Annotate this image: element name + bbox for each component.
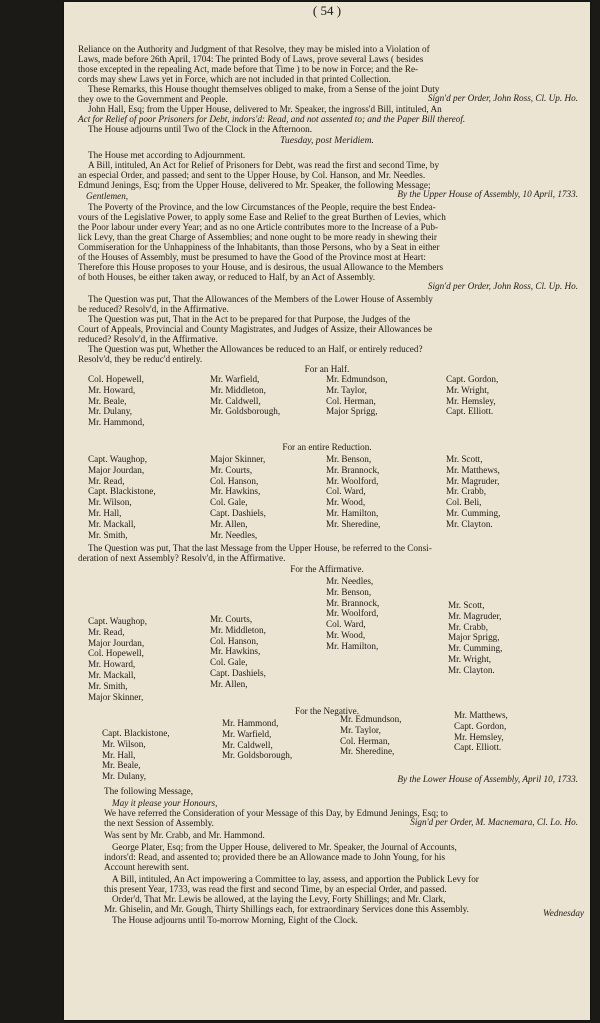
- member-name: Mr. Wright,: [448, 653, 492, 664]
- member-name: Mr. Warfield,: [210, 374, 260, 384]
- text-line: the Poor labour under every Year; and as no one Article contributes more to the Increase of a Pub-: [78, 222, 438, 232]
- member-name: Mr. Benson,: [326, 586, 372, 597]
- text-line: this present Year, 1733, was read the first and second Time, by an especial Order, and passed.: [104, 884, 447, 894]
- member-name: Mr. Scott,: [446, 454, 483, 464]
- text-line: Resolv'd, they be reduc'd entirely.: [78, 354, 203, 364]
- text-line: Commiseration for the Unhappiness of the Inhabitants, than those Persons, who by a Seat in either: [78, 242, 440, 252]
- text-line: The Poverty of the Province, and the low Circumstances of the People, require the best Endea-: [88, 202, 436, 212]
- member-name: Col. Herman,: [340, 735, 390, 746]
- text-line: Therefore this House proposes to your House, and is desirous, the usual Allowance to the Members: [78, 262, 444, 272]
- text-line: Reliance on the Authority and Judgment of that Resolve, they may be misled into a Violation of: [78, 44, 430, 54]
- member-name: Capt. Waughop,: [88, 616, 148, 626]
- text-line: they owe to the Government and People.: [78, 94, 228, 104]
- page-text: [64, 2, 590, 1020]
- member-name: Mr. Hemsley,: [454, 731, 504, 742]
- member-name: Mr. Smith,: [88, 529, 128, 540]
- vote-column: [210, 374, 328, 417]
- member-name: Mr. Crabb,: [448, 621, 489, 632]
- member-name: Mr. Edmundson,: [340, 714, 402, 724]
- vote-column: [210, 614, 328, 690]
- dateline: By the Upper House of Assembly, 10 April, 1733.: [397, 189, 578, 199]
- text-line: be reduced? Resolv'd, in the Affirmative.: [78, 304, 229, 314]
- text-line: Court of Appeals, Provincial and County Magistrates, and Judges of Assize, their Allowances be: [78, 324, 433, 334]
- vote-heading: For the Negative.: [294, 706, 360, 716]
- member-name: Mr. Read,: [88, 475, 125, 486]
- member-name: Mr. Beale,: [102, 760, 141, 771]
- member-name: Mr. Hawkins,: [210, 646, 261, 657]
- salutation: May it please your Honours,: [112, 798, 218, 808]
- member-name: Mr. Allen,: [210, 678, 248, 689]
- member-name: Mr. Hammond,: [222, 718, 279, 728]
- text-line: The Question was put, Whether the Allowances be reduced to an Half, or entirely reduced?: [88, 344, 423, 354]
- text-line: those excepted in the repealing Act, made before that Time ) to be now in Force; and the Re-: [78, 64, 419, 74]
- member-name: Mr. Hamilton,: [326, 507, 379, 518]
- text-line: John Hall, Esq; from the Upper House, delivered to Mr. Speaker, the ingross'd Bill, intituled, An: [88, 104, 442, 114]
- member-name: Mr. Hall,: [102, 749, 136, 760]
- member-name: Capt. Blackistone,: [88, 486, 156, 497]
- vote-column: [326, 576, 444, 652]
- text-line: deration of next Assembly? Resolv'd, in the Affirmative.: [78, 553, 286, 563]
- member-name: Mr. Goldsborough,: [210, 406, 281, 417]
- member-name: Mr. Hammond,: [88, 417, 145, 428]
- member-name: Major Jourdan,: [88, 637, 145, 648]
- text-line: of the Houses of Assembly, must be presumed to have the Good of the Province most at Heart:: [78, 252, 426, 262]
- vote-column: [88, 374, 206, 428]
- member-name: Capt. Elliott.: [446, 406, 494, 417]
- catchword: Wednesday: [543, 908, 584, 918]
- vote-column: [326, 374, 444, 417]
- text-line: indors'd: Read, and assented to; provided there be an Allowance made to John Young, for his: [104, 852, 446, 862]
- member-name: Mr. Caldwell,: [210, 395, 261, 406]
- member-name: Col. Gale,: [210, 657, 248, 668]
- member-name: Mr. Needles,: [326, 576, 374, 586]
- salutation: Gentlemen,: [86, 191, 129, 201]
- text-line: We have referred the Consideration of your Message of this Day, by Edmund Jenings, Esq; to: [104, 808, 448, 818]
- member-name: Mr. Caldwell,: [222, 739, 273, 750]
- member-name: Mr. Hemsley,: [446, 395, 496, 406]
- member-name: Mr. Woolford,: [326, 475, 379, 486]
- vote-column: [454, 710, 572, 753]
- member-name: Major Sprigg,: [326, 406, 378, 417]
- vote-column: [446, 454, 564, 530]
- text-line: cords may shew Laws yet in Force, which are not included in that printed Collection.: [78, 74, 391, 84]
- member-name: Col. Ward,: [326, 619, 366, 630]
- member-name: Capt. Waughop,: [88, 454, 148, 464]
- member-name: Col. Hanson,: [210, 635, 259, 646]
- signature-line: Sign'd per Order, John Ross, Cl. Up. Ho.: [427, 281, 578, 291]
- vote-heading: For an Half.: [304, 364, 350, 374]
- member-name: Mr. Magruder,: [448, 610, 502, 621]
- vote-column: [210, 454, 328, 540]
- member-name: Mr. Crabb,: [446, 486, 487, 497]
- text-line: of both Houses, be either taken away, or reduced to Half, by an Act of Assembly.: [78, 272, 376, 282]
- text-line: The House adjourns until Two of the Clock in the Afternoon.: [88, 124, 312, 134]
- text-line: Was sent by Mr. Crabb, and Mr. Hammond.: [104, 830, 265, 840]
- member-name: Major Jourdan,: [88, 464, 145, 475]
- member-name: Mr. Warfield,: [222, 728, 272, 739]
- member-name: Mr. Goldsborough,: [222, 750, 293, 761]
- vote-column: [340, 714, 458, 757]
- member-name: Mr. Smith,: [88, 680, 128, 691]
- member-name: Mr. Wright,: [446, 384, 490, 395]
- text-line: the next Session of Assembly.: [104, 818, 214, 828]
- member-name: Mr. Scott,: [448, 600, 485, 610]
- member-name: Mr. Mackall,: [88, 518, 136, 529]
- member-name: Mr. Hamilton,: [326, 640, 379, 651]
- text-line: George Plater, Esq; from the Upper House, delivered to Mr. Speaker, the Journal of Accounts,: [112, 842, 457, 852]
- vote-column: [446, 374, 564, 417]
- member-name: Mr. Beale,: [88, 395, 127, 406]
- text-line: The following Message,: [104, 786, 194, 796]
- member-name: Mr. Cumming,: [448, 643, 503, 654]
- member-name: Major Skinner,: [210, 454, 266, 464]
- vote-column: [102, 728, 220, 782]
- member-name: Mr. Brannock,: [326, 597, 380, 608]
- signature-line: Sign'd per Order, M. Macnemara, Cl. Lo. Ho.: [410, 817, 578, 827]
- member-name: Mr. Wilson,: [88, 497, 132, 508]
- member-name: Mr. Sheredine,: [326, 518, 381, 529]
- member-name: Mr. Courts,: [210, 614, 253, 624]
- member-name: Capt. Blackistone,: [102, 728, 170, 738]
- member-name: Mr. Middleton,: [210, 384, 266, 395]
- text-line: The House met according to Adjournment.: [88, 150, 246, 160]
- text-line: Order'd, That Mr. Lewis be allowed, at the laying the Levy, Forty Shillings; and Mr. Clark,: [112, 894, 446, 904]
- vote-column: [88, 616, 206, 702]
- text-line: reduced? Resolv'd, in the Affirmative.: [78, 334, 218, 344]
- vote-column: [222, 718, 340, 761]
- member-name: Mr. Brannock,: [326, 464, 380, 475]
- journal-page: [64, 2, 590, 1020]
- member-name: Capt. Gordon,: [446, 374, 499, 384]
- member-name: Mr. Dulany,: [102, 771, 147, 782]
- text-line: Mr. Ghiselin, and Mr. Gough, Thirty Shillings each, for extraordinary Services done this Assembly.: [104, 904, 469, 914]
- member-name: Capt. Dashiels,: [210, 667, 266, 678]
- member-name: Major Sprigg,: [448, 632, 500, 643]
- member-name: Mr. Howard,: [88, 659, 136, 670]
- text-line: Laws, made before 26th April, 1704: The printed Body of Laws, prove several Laws ( besides: [78, 54, 424, 64]
- member-name: Mr. Mackall,: [88, 669, 136, 680]
- vote-heading: For the Affirmative.: [290, 564, 364, 574]
- text-line: vours of the Legislative Power, to apply some Ease and Relief to the great Burthen of Levies, which: [78, 212, 446, 222]
- member-name: Capt. Dashiels,: [210, 507, 266, 518]
- member-name: Mr. Cumming,: [446, 507, 501, 518]
- member-name: Mr. Benson,: [326, 454, 372, 464]
- vote-column: [448, 600, 566, 676]
- member-name: Mr. Howard,: [88, 384, 136, 395]
- member-name: Col. Ward,: [326, 486, 366, 497]
- member-name: Mr. Taylor,: [340, 724, 381, 735]
- vote-column: [88, 454, 206, 540]
- text-line: Act for Relief of poor Prisoners for Debt, indors'd: Read, and not assented to; and the Paper Bill thereof.: [78, 114, 466, 124]
- text-line: A Bill, intituled, An Act impowering a Committee to lay, assess, and apportion the Publick Levy for: [112, 874, 479, 884]
- member-name: Mr. Needles,: [210, 529, 258, 540]
- vote-column: [326, 454, 444, 530]
- member-name: Col. Hanson,: [210, 475, 259, 486]
- text-line: Account herewith sent.: [104, 862, 189, 872]
- member-name: Mr. Dulany,: [88, 406, 133, 417]
- text-line: The Question was put, That the last Message from the Upper House, be referred to the Consi-: [88, 543, 432, 553]
- member-name: Mr. Allen,: [210, 518, 248, 529]
- member-name: Mr. Hawkins,: [210, 486, 261, 497]
- member-name: Col. Beli,: [446, 497, 482, 508]
- session-heading: Tuesday, post Meridiem.: [280, 135, 374, 146]
- member-name: Mr. Taylor,: [326, 384, 367, 395]
- page-number: ( 54 ): [312, 3, 342, 18]
- member-name: Capt. Gordon,: [454, 720, 507, 731]
- text-line: The House adjourns until To-morrow Morning, Eight of the Clock.: [112, 915, 358, 925]
- member-name: Mr. Matthews,: [454, 710, 508, 720]
- vote-heading: For an entire Reduction.: [282, 442, 372, 452]
- member-name: Mr. Clayton.: [448, 664, 495, 675]
- member-name: Col. Hopewell,: [88, 648, 144, 659]
- member-name: Mr. Woolford,: [326, 608, 379, 619]
- member-name: Col. Hopewell,: [88, 374, 144, 384]
- member-name: Capt. Elliott.: [454, 742, 502, 753]
- member-name: Mr. Wood,: [326, 629, 366, 640]
- text-line: The Question was put, That in the Act to be prepared for that Purpose, the Judges of the: [88, 314, 411, 324]
- member-name: Mr. Wilson,: [102, 738, 146, 749]
- text-line: Edmund Jenings, Esq; from the Upper House, delivered to Mr. Speaker, the following Message;: [78, 180, 431, 190]
- member-name: Col. Herman,: [326, 395, 376, 406]
- text-line: The Question was put, That the Allowances of the Members of the Lower House of Assembly: [88, 294, 433, 304]
- member-name: Col. Gale,: [210, 497, 248, 508]
- member-name: Mr. Sheredine,: [340, 746, 395, 757]
- member-name: Mr. Clayton.: [446, 518, 493, 529]
- member-name: Mr. Wood,: [326, 497, 366, 508]
- member-name: Mr. Edmundson,: [326, 374, 388, 384]
- member-name: Mr. Middleton,: [210, 624, 266, 635]
- member-name: Mr. Matthews,: [446, 464, 500, 475]
- text-line: A Bill, intituled, An Act for Relief of Prisoners for Debt, was read the first and second Time, by: [88, 160, 440, 170]
- member-name: Mr. Magruder,: [446, 475, 500, 486]
- dateline: By the Lower House of Assembly, April 10, 1733.: [397, 774, 578, 784]
- member-name: Mr. Hall,: [88, 507, 122, 518]
- member-name: Mr. Read,: [88, 626, 125, 637]
- member-name: Mr. Courts,: [210, 464, 253, 475]
- member-name: Major Skinner,: [88, 691, 144, 702]
- text-line: These Remarks, this House thought themselves obliged to make, from a Sense of the joint Duty: [88, 84, 440, 94]
- text-line: lick Levy, than the great Charge of Assemblies; and none ought to be more ready in shewing their: [78, 232, 437, 242]
- text-line: an especial Order, and passed; and sent to the Upper House, by Col. Hanson, and Mr. Needles.: [78, 170, 426, 180]
- signature-line: Sign'd per Order, John Ross, Cl. Up. Ho.: [427, 93, 578, 103]
